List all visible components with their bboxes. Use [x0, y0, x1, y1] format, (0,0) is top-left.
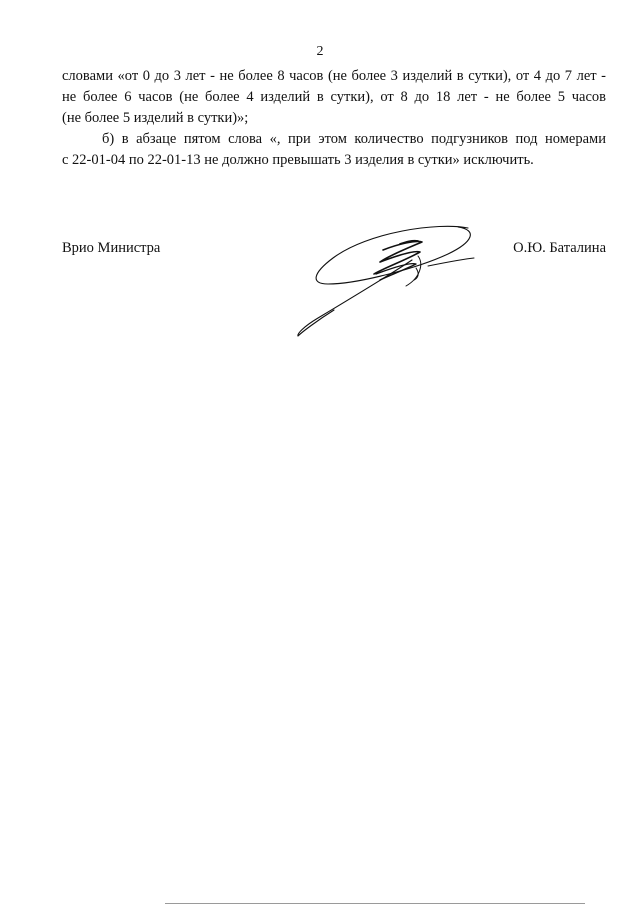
position-title: Врио Министра [62, 240, 161, 256]
paragraph-a-line-1: словами «от 0 до 3 лет - не более 8 часов (не более 3 изделий в сутки), от 4 до 7 лет - [62, 68, 606, 84]
paragraph-a-line-2: не более 6 часов (не более 4 изделий в сутки), от 8 до 18 лет - не более 5 часов [62, 89, 606, 105]
paragraph-b-line-2: с 22-01-04 по 22-01-13 не должно превышать 3 изделия в сутки» исключить. [62, 152, 534, 168]
signer-name: О.Ю. Баталина [513, 240, 606, 256]
paragraph-b [62, 129, 606, 171]
bottom-rule [165, 903, 585, 904]
paragraph-a-line-3: (не более 5 изделий в сутки)»; [62, 110, 249, 126]
paragraph-a [62, 66, 606, 129]
handwritten-signature [288, 218, 478, 340]
paragraph-b-line-1: б) в абзаце пятом слова «, при этом количество подгузников под номерами [102, 131, 606, 147]
page-number: 2 [316, 44, 324, 59]
